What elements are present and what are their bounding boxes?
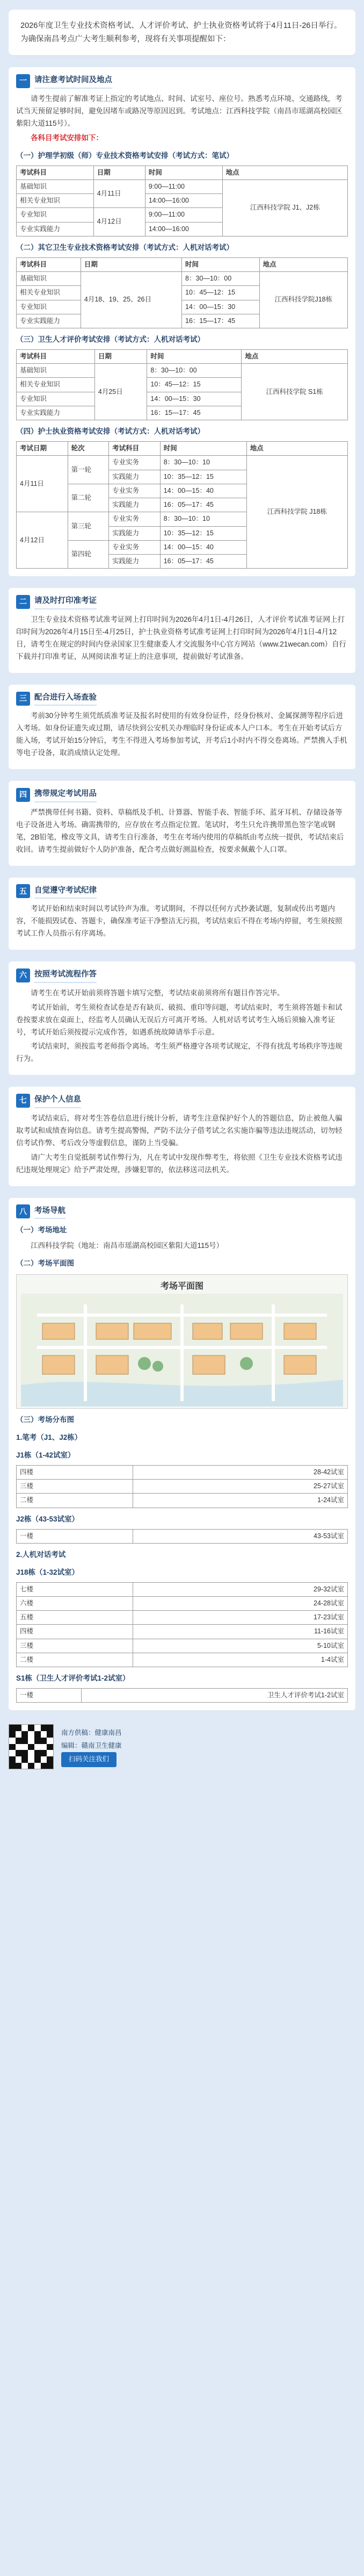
section-title: 按照考试流程作答 [34, 968, 97, 983]
subheading: （三）考场分布图 [16, 1416, 74, 1424]
section-exam-time [9, 67, 355, 576]
room-cell: 17-23试室 [133, 1611, 348, 1625]
table-cell: 基础知识 [17, 272, 81, 286]
intro-paragraph: 2026年度卫生专业技术资格考试、人才评价考试、护士执业资格考试将于4月11日-26日举行。为确保南昌考点广大考生顺利参考，现将有关事项提醒如下： [9, 10, 355, 55]
section-paragraph: 考试结束时，须按监考老师指令离场。考生须严格遵守各项考试规定，不得有扰乱考场秩序等违规行为。 [16, 1042, 343, 1063]
header-cell: 考试科目 [17, 349, 95, 363]
section-number: 五 [16, 884, 30, 898]
section-paragraph: 考试结束后，将对考生答卷信息进行统计分析，请考生注意保护好个人的答题信息，防止被他人骗取考试和成绩查询信息。请考生提高警惕，严防不法分子借考试之名实施诈骗等违法违规活动，切勿轻信考试作弊、考后改分等虚假信息，谨防上当受骗。 [16, 1114, 343, 1147]
section-title: 考场导航 [34, 1204, 65, 1219]
table-cell: 16：15—17：45 [182, 314, 260, 328]
header-cell: 考试科目 [17, 257, 81, 271]
section-discipline [9, 878, 355, 950]
room-cell: 29-32试室 [133, 1582, 348, 1596]
room-cell: 11-16试室 [133, 1625, 348, 1639]
header-cell: 时间 [145, 166, 222, 180]
header-cell: 地点 [259, 257, 347, 271]
building-table-j18 [16, 1582, 348, 1668]
table-cell: 4月11日 [93, 180, 145, 208]
section-paragraph: 请考生在考试开始前须将答题卡填写完整，考试结束前须将所有题目作答完毕。 [31, 988, 285, 997]
table-cell: 8：30—10：10 [160, 512, 246, 526]
table-cell: 14:00—16:00 [145, 222, 222, 236]
table-cell: 4月11日 [17, 456, 68, 512]
address-text: 江西科技学院（地址：南昌市瑶湖高校园区紫阳大道115号） [31, 1242, 224, 1250]
table-cell: 专业实务 [109, 484, 161, 498]
table-cell: 专业实践能力 [17, 222, 94, 236]
floor-cell: 七楼 [17, 1582, 133, 1596]
table-cell: 10：35—12：15 [160, 526, 246, 540]
table-cell: 专业实务 [109, 456, 161, 470]
section-number: 六 [16, 968, 30, 982]
building-table-j2 [16, 1529, 348, 1544]
table-cell: 10：45—12：15 [182, 286, 260, 300]
table-cell: 专业实务 [109, 540, 161, 554]
table-cell: 第二轮 [68, 484, 109, 512]
table-cell: 第三轮 [68, 512, 109, 541]
table-cell: 专业实务 [109, 512, 161, 526]
floor-cell: 四楼 [17, 1465, 133, 1479]
header-cell: 轮次 [68, 442, 109, 456]
section-title: 请及时打印准考证 [34, 594, 97, 609]
header-cell: 考试日期 [17, 442, 68, 456]
floor-cell: 四楼 [17, 1625, 133, 1639]
table-cell: 基础知识 [17, 180, 94, 193]
building-title: J18栋（1-32试室） [16, 1568, 79, 1576]
table-cell: 江西科技学院 J18栋 [246, 456, 347, 569]
table-title: （三）卫生人才评价考试安排（考试方式：人机对话考试） [16, 335, 205, 344]
table-cell: 4月12日 [93, 208, 145, 236]
room-cell: 5-10试室 [133, 1639, 348, 1653]
building-table-s1 [16, 1688, 348, 1703]
floor-cell: 三楼 [17, 1480, 133, 1494]
table-cell: 实践能力 [109, 526, 161, 540]
header-cell: 时间 [160, 442, 246, 456]
section-privacy [9, 1087, 355, 1186]
section-title: 保护个人信息 [34, 1093, 81, 1108]
floor-cell: 一楼 [17, 1689, 82, 1703]
building-title: J1栋（1-42试室） [16, 1451, 75, 1459]
table-cell: 8：30—10：00 [147, 364, 242, 378]
campus-map [16, 1274, 348, 1409]
schedule-table-nurse-license [16, 441, 348, 569]
table-title: （二）其它卫生专业技术资格考试安排（考试方式：人机对话考试） [16, 243, 234, 252]
section-paragraph: 请考生提前了解准考证上指定的考试地点、时间、试室号、座位号。熟悉考点环境、交通路线，考试当天预留足够时间，避免因堵车或路况等原因迟到。考试地点：江西科技学院（南昌市瑶湖高校园区紫阳大道115号）。 [16, 94, 343, 127]
section-paragraph: 考试开始和结束时间以考试铃声为准。考试期间，不得以任何方式抄袭试题，复制或传出考题内容，不能损毁试卷、答题卡，确保准考证干净整洁无污损，考试结束后不得在考场内停留，考生须按照考试工作人员指示有序离场。 [16, 905, 343, 938]
section-paragraph: 卫生专业技术资格考试准考证网上打印时间为2026年4月1日-4月26日，人才评价考试准考证网上打印时间为2026年4月15日至-4月25日，护士执业资格考试准考证网上打印时间为2026年4月1日-4月12日，请考生在规定的时间内登录国家卫生健康委人才交流服务中心官方网站（www.21wecan.com）自行下载并打印准考证，从网阅读准考证上的注意事项，提前做好考试准备。 [16, 615, 347, 661]
table-cell: 9:00—11:00 [145, 208, 222, 222]
table-cell: 专业实践能力 [17, 314, 81, 328]
section-number: 二 [16, 595, 30, 609]
room-cell: 43-53试室 [133, 1529, 348, 1543]
section-paragraph: 考前30分钟考生须凭纸质准考证及报名时使用的有效身份证件，经身份核对、金属探测等程序后进入考场。如身份证遗失或过期，请尽快到公安机关办理临时身份证或本人户口本。考生在开始考试后方能入场，考试开始15分钟后，考生不得进入考场参加考试，开考后1小时内不得交卷离场。严禁携入手机等电子设备，取消成绩认定处理。 [16, 712, 347, 757]
floor-cell: 三楼 [17, 1639, 133, 1653]
floor-cell: 六楼 [17, 1596, 133, 1610]
table-cell: 10：45—12：15 [147, 378, 242, 392]
footer-text [61, 1727, 122, 1767]
room-cell: 卫生人才评价考试1-2试室 [81, 1689, 347, 1703]
section-title: 携带规定考试用品 [34, 787, 97, 802]
footer-line: 编辑：赣南卫生健康 [61, 1741, 122, 1749]
table-cell: 4月25日 [94, 364, 147, 420]
floor-cell: 一楼 [17, 1529, 133, 1543]
table-cell: 专业知识 [17, 300, 81, 314]
table-cell: 基础知识 [17, 364, 95, 378]
section-paragraph: 考试开始前，考生须检查试卷是否有缺页、破损、重印等问题，考试结束时，考生须将答题卡和试卷按要求放在桌面上，经监考人员确认无误后方可离开考场。人机对话考试考生入场后须输入准考证号，考试开始后须按提示完成作答，如遇系统故障请举手示意。 [16, 1003, 343, 1036]
section-entry-check [9, 685, 355, 769]
building-table-j1 [16, 1465, 348, 1508]
table-cell: 16：05—17：45 [160, 498, 246, 512]
table-cell: 14：00—15：30 [182, 300, 260, 314]
table-cell: 14：00—15：40 [160, 484, 246, 498]
room-cell: 1-24试室 [133, 1494, 348, 1508]
section-print-admission [9, 588, 355, 672]
header-cell: 考试科目 [17, 166, 94, 180]
table-cell: 14:00—16:00 [145, 194, 222, 208]
table-cell: 江西科技学院 J1、J2栋 [222, 180, 347, 236]
table-cell: 4月12日 [17, 512, 68, 569]
header-cell: 考试科目 [109, 442, 161, 456]
table-cell: 相关专业知识 [17, 378, 95, 392]
header-cell: 时间 [182, 257, 260, 271]
room-cell: 24-28试室 [133, 1596, 348, 1610]
table-cell: 江西科技学院 S1栋 [242, 364, 348, 420]
table-cell: 实践能力 [109, 498, 161, 512]
section-number: 四 [16, 788, 30, 802]
table-cell: 实践能力 [109, 470, 161, 484]
section-number: 八 [16, 1204, 30, 1218]
table-cell: 相关专业知识 [17, 286, 81, 300]
header-cell: 日期 [93, 166, 145, 180]
table-cell: 专业实践能力 [17, 406, 95, 420]
map-illustration [17, 1294, 347, 1407]
table-title: （四）护士执业资格考试安排（考试方式：人机对话考试） [16, 427, 205, 436]
subheading: 2.人机对话考试 [16, 1550, 66, 1559]
table-cell: 第四轮 [68, 540, 109, 569]
schedule-table-talent-eval [16, 349, 348, 420]
table-cell: 4月18、19、25、26日 [81, 272, 181, 328]
section-number: 一 [16, 74, 30, 88]
table-cell: 相关专业知识 [17, 194, 94, 208]
section-paragraph: 严禁携带任何书籍、资料、草稿纸及手机、计算器、智能手表、智能手环、蓝牙耳机、存储设备等电子设备进入考场。确需携带的，应存放在考点指定位置。笔试时，考生只允许携带黑色签字笔或钢笔，2B铅笔，橡皮等文具，请考生自行准备，考生在考场内使用的草稿纸由考点统一提供，考试结束后收回。请考生提前做好个人防护准备，配合考点做好测温检查，按要求佩戴个人口罩。 [16, 808, 344, 853]
header-cell: 地点 [222, 166, 347, 180]
table-cell: 14：00—15：30 [147, 392, 242, 406]
header-cell: 日期 [81, 257, 181, 271]
footer-line: 南方供稿：健康南昌 [61, 1728, 122, 1737]
room-cell: 25-27试室 [133, 1480, 348, 1494]
table-cell: 16：05—17：45 [160, 555, 246, 569]
subheading: （一）考场地址 [16, 1226, 67, 1235]
qr-code-icon[interactable] [9, 1724, 54, 1769]
header-cell: 时间 [147, 349, 242, 363]
subheading: 1.笔考（J1、J2栋） [16, 1433, 82, 1442]
table-cell: 16：15—17：45 [147, 406, 242, 420]
table-cell: 14：00—15：40 [160, 540, 246, 554]
table-cell: 实践能力 [109, 555, 161, 569]
table-cell: 第一轮 [68, 456, 109, 484]
schedule-table-other-health [16, 257, 348, 328]
section-answer-flow [9, 961, 355, 1075]
building-title: J2栋（43-53试室） [16, 1515, 79, 1523]
red-notice: 各科目考试安排如下： [31, 133, 103, 142]
section-number: 三 [16, 692, 30, 706]
floor-cell: 二楼 [17, 1494, 133, 1508]
section-title: 自觉遵守考试纪律 [34, 884, 97, 899]
header-cell: 日期 [94, 349, 147, 363]
floor-cell: 五楼 [17, 1611, 133, 1625]
map-title: 考场平面图 [160, 1282, 203, 1291]
table-cell: 江西科技学院J18栋 [259, 272, 347, 328]
room-cell: 28-42试室 [133, 1465, 348, 1479]
schedule-table-nursing-initial [16, 166, 348, 236]
table-cell: 8：30—10：10 [160, 456, 246, 470]
floor-cell: 二楼 [17, 1653, 133, 1667]
subheading: （二）考场平面图 [16, 1259, 74, 1268]
table-cell: 8：30—10：00 [182, 272, 260, 286]
follow-button[interactable]: 扫码关注我们 [61, 1752, 117, 1767]
table-cell: 9:00—11:00 [145, 180, 222, 193]
table-cell: 专业知识 [17, 392, 95, 406]
section-exam-items [9, 781, 355, 865]
footer [9, 1724, 355, 1769]
section-title: 配合进行入场查验 [34, 691, 97, 706]
section-paragraph: 请广大考生自觉抵制考试作弊行为，凡在考试中发现作弊考生，将依照《卫生专业技术资格考试违纪违规处理规定》给予严肃处理，涉嫌犯罪的，依法移送司法机关。 [16, 1153, 343, 1174]
section-number: 七 [16, 1094, 30, 1108]
section-title: 请注意考试时间及地点 [34, 74, 112, 89]
table-title: （一）护理学初级（师）专业技术资格考试安排（考试方式：笔试） [16, 151, 234, 160]
table-cell: 专业知识 [17, 208, 94, 222]
header-cell: 地点 [246, 442, 347, 456]
header-cell: 地点 [242, 349, 348, 363]
section-navigation [9, 1198, 355, 1711]
room-cell: 1-4试室 [133, 1653, 348, 1667]
table-cell: 10：35—12：15 [160, 470, 246, 484]
building-title: S1栋（卫生人才评价考试1-2试室） [16, 1674, 130, 1683]
